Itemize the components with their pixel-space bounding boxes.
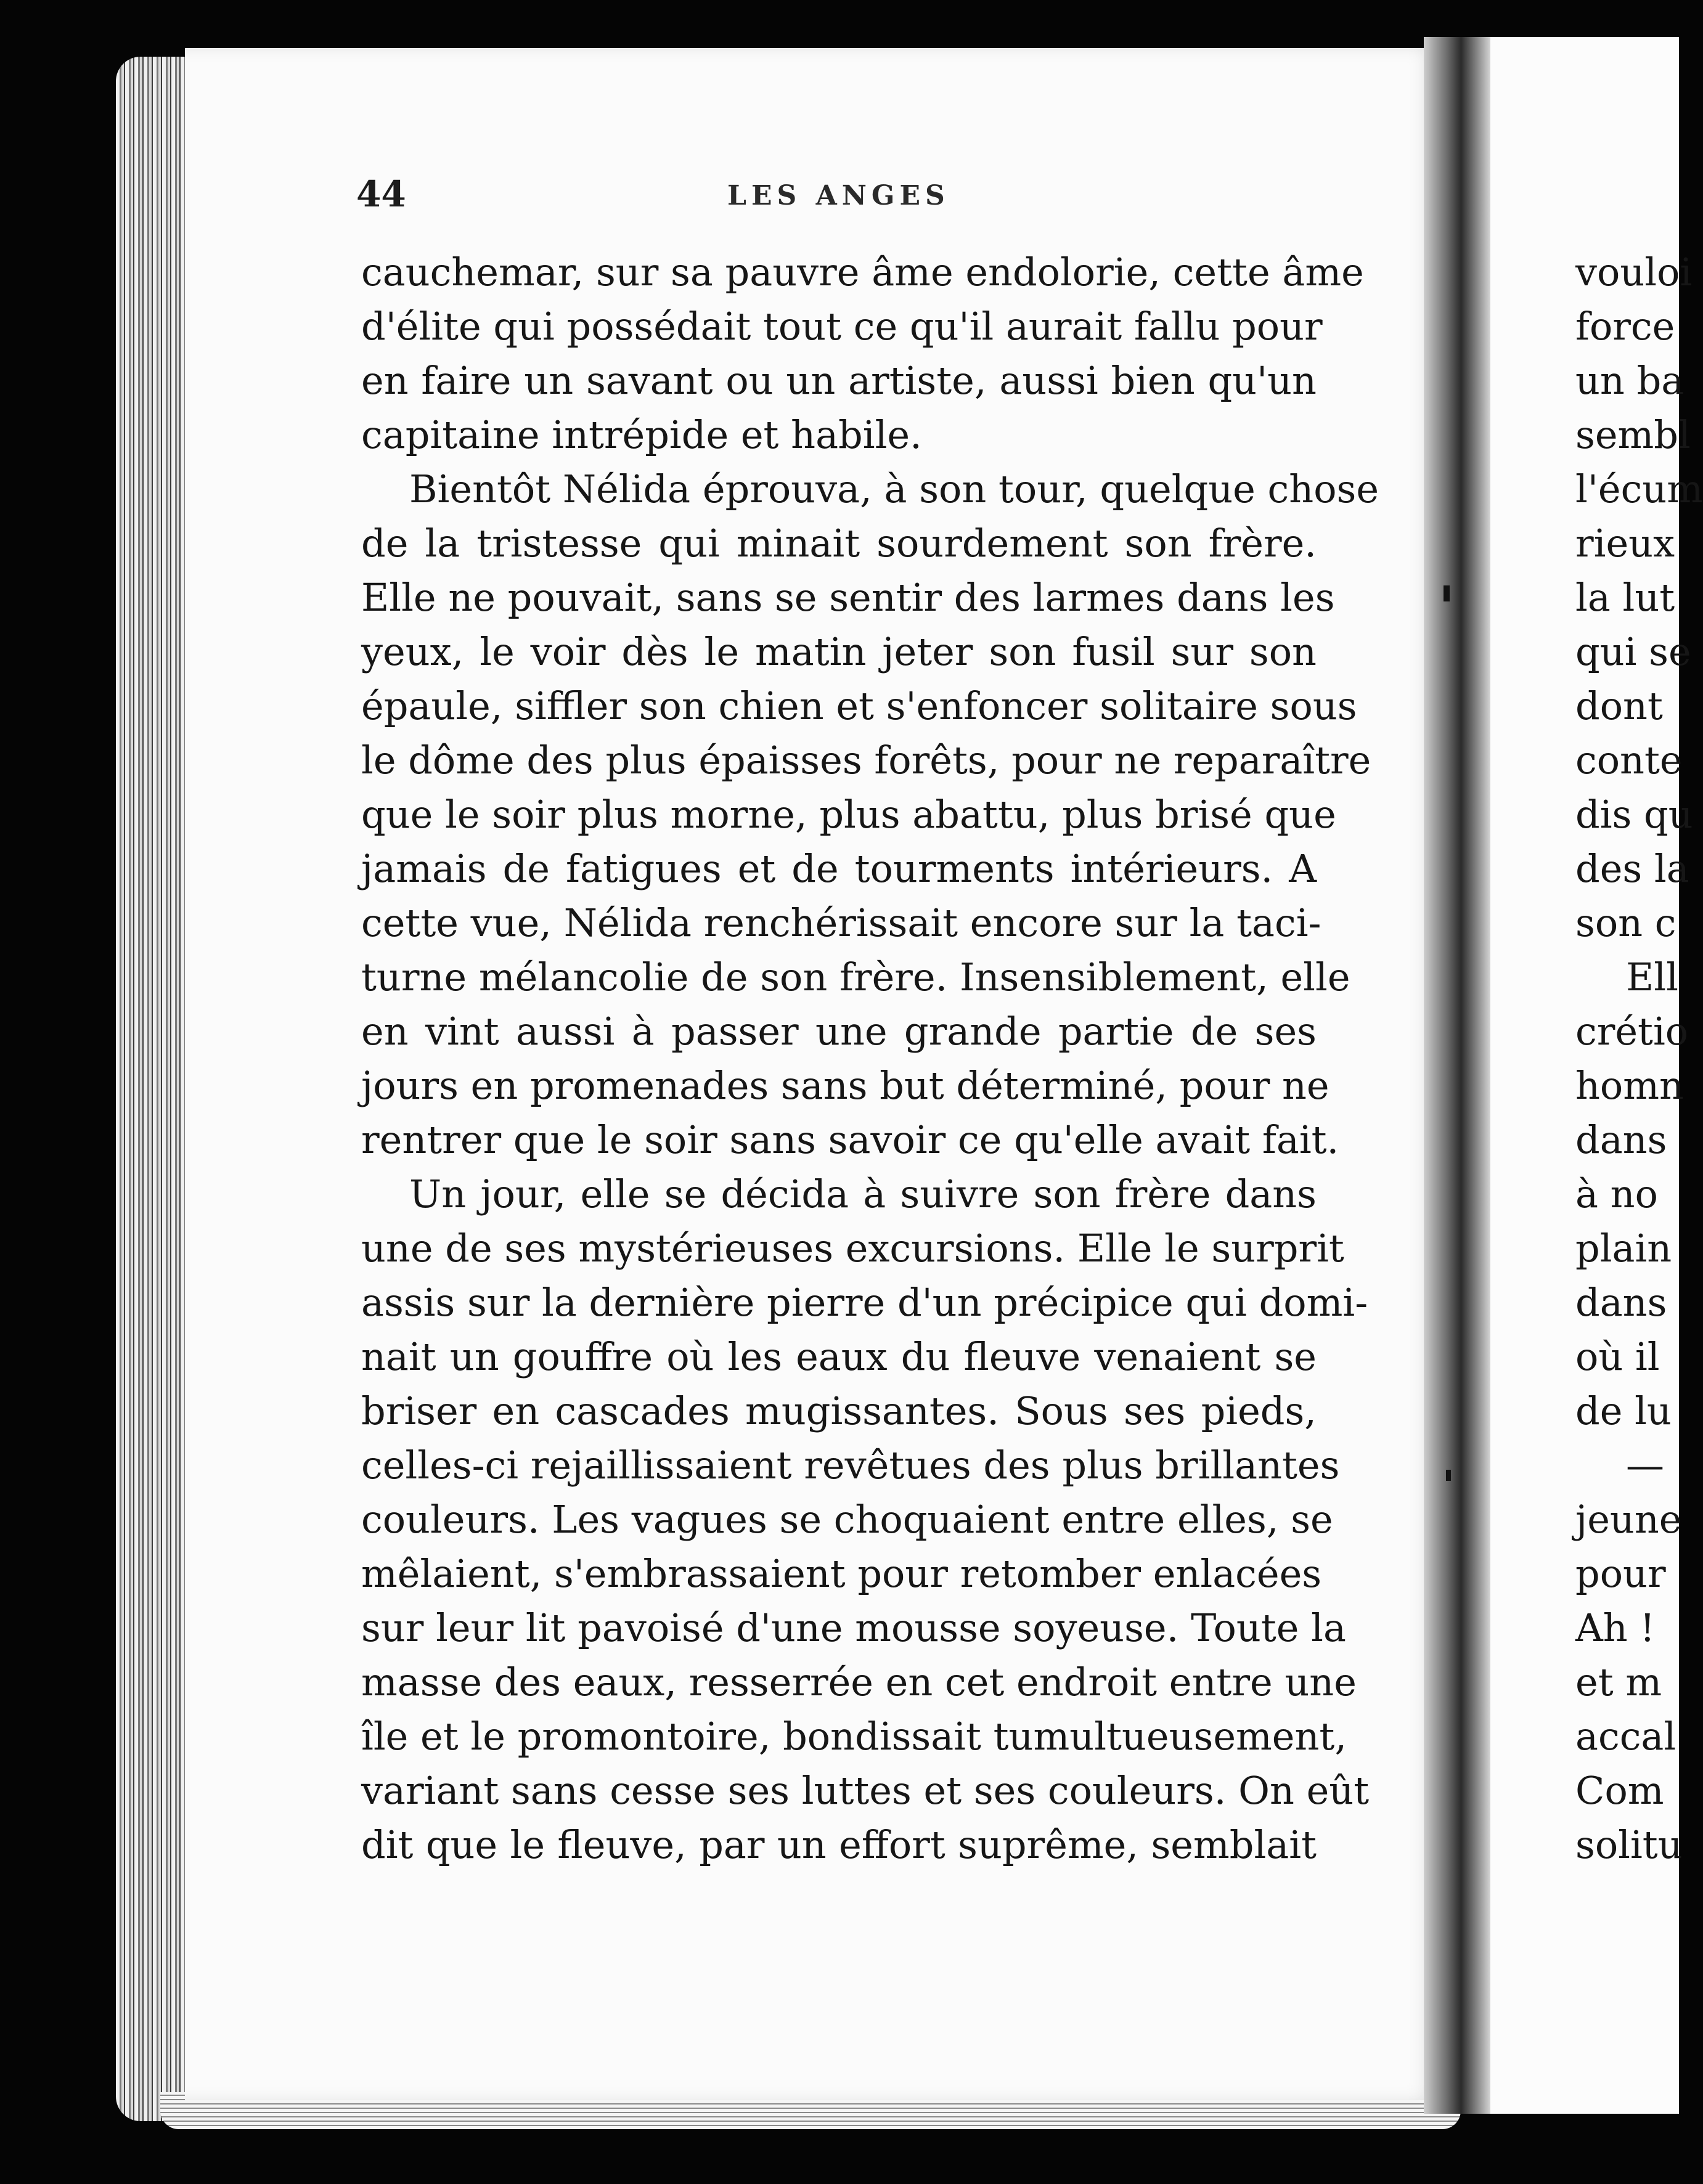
facing-text-line: la lut [1575,575,1675,620]
facing-text-line: l'écum [1575,467,1703,511]
text-line: capitaine intrépide et habile. [361,412,922,457]
print-speck [1444,585,1450,601]
text-line: mêlaient, s'embrassaient pour retomber enlacées [361,1551,1322,1596]
text-line: yeux, le voir dès le matin jeter son fusil sur son [361,629,1317,674]
text-line: masse des eaux, resserrée en cet endroit entre une [361,1660,1357,1705]
text-line: Elle ne pouvait, sans se sentir des larmes dans les [361,575,1335,620]
text-line: nait un gouffre où les eaux du fleuve venaient se [361,1334,1317,1379]
print-speck [1446,1470,1451,1481]
facing-text-line: sembl [1575,412,1691,457]
facing-text-line: qui se [1575,629,1691,674]
text-line: une de ses mystérieuses excursions. Elle le surprit [361,1226,1344,1271]
text-line: celles-ci rejaillissaient revêtues des plus brillantes [361,1443,1340,1488]
facing-text-line: solitu [1575,1822,1683,1867]
text-line: épaule, siffler son chien et s'enfoncer solitaire sous [361,683,1357,728]
facing-text-line: son c [1575,900,1676,945]
text-line: turne mélancolie de son frère. Insensiblement, elle [361,955,1350,1000]
facing-text-line: dans [1575,1280,1667,1325]
text-line: Un jour, elle se décida à suivre son frère dans [409,1171,1317,1216]
facing-text-line: force [1575,304,1675,349]
facing-text-line: Ah ! [1575,1605,1656,1650]
facing-text-line: des la [1575,846,1689,891]
facing-text-line: dis qu [1575,792,1693,837]
text-line: briser en cascades mugissantes. Sous ses pieds, [361,1388,1317,1433]
paragraph [361,1167,1370,1872]
paragraph [361,245,1364,462]
facing-text-line: conte [1575,738,1683,783]
facing-text-line: — [1626,1443,1664,1488]
paragraph [361,462,1379,1167]
text-line: couleurs. Les vagues se choquaient entre elles, se [361,1497,1333,1542]
text-line: Bientôt Nélida éprouva, à son tour, quelque chose [409,467,1379,511]
facing-text-line: un ba [1575,358,1685,403]
facing-text-line: de lu [1575,1388,1672,1433]
text-line: cette vue, Nélida renchérissait encore sur la taci- [361,900,1321,945]
text-line: assis sur la dernière pierre d'un précipice qui domi- [361,1280,1368,1325]
text-line: jamais de fatigues et de tourments intérieurs. A [361,846,1317,891]
book-gutter [1424,37,1492,2114]
facing-text-line: dont [1575,683,1663,728]
text-line: d'élite qui possédait tout ce qu'il aurait fallu pour [361,304,1323,349]
text-line: île et le promontoire, bondissait tumultueusement, [361,1714,1347,1759]
facing-text-line: à no [1575,1171,1658,1216]
text-line: variant sans cesse ses luttes et ses couleurs. On eût [361,1768,1370,1813]
text-line: rentrer que le soir sans savoir ce qu'elle avait fait. [361,1117,1339,1162]
facing-text-line: Com [1575,1768,1664,1813]
page-body-text [361,245,1379,1872]
running-title: LES ANGES [727,180,950,211]
facing-text-line: accal [1575,1714,1676,1759]
text-line: dit que le fleuve, par un effort suprême, semblait [361,1822,1317,1867]
facing-text-line: plain [1575,1226,1672,1271]
text-line: sur leur lit pavoisé d'une mousse soyeuse. Toute la [361,1605,1346,1650]
text-line: de la tristesse qui minait sourdement son frère. [361,521,1317,566]
facing-text-line: rieux [1575,521,1675,566]
text-line: jours en promenades sans but déterminé, pour ne [361,1063,1329,1108]
facing-text-line: dans [1575,1117,1667,1162]
text-line: le dôme des plus épaisses forêts, pour ne reparaître [361,738,1371,783]
facing-text-line: et m [1575,1660,1662,1705]
text-line: en faire un savant ou un artiste, aussi bien qu'un [361,358,1317,403]
facing-text-line: vouloi [1575,250,1693,295]
text-line: que le soir plus morne, plus abattu, plus brisé que [361,792,1336,837]
facing-page-text [1575,245,1703,1872]
page-number: 44 [356,173,406,215]
facing-text-line: crétio [1575,1009,1689,1054]
text-line: cauchemar, sur sa pauvre âme endolorie, cette âme [361,250,1364,295]
book-page-edges [116,57,190,2121]
facing-text-line: où il [1575,1334,1660,1379]
facing-text-line: Ell [1626,955,1678,1000]
facing-text-line: homn [1575,1063,1684,1108]
text-line: en vint aussi à passer une grande partie de ses [361,1009,1317,1054]
facing-text-line: pour [1575,1551,1666,1596]
facing-text-line: jeune [1575,1497,1682,1542]
